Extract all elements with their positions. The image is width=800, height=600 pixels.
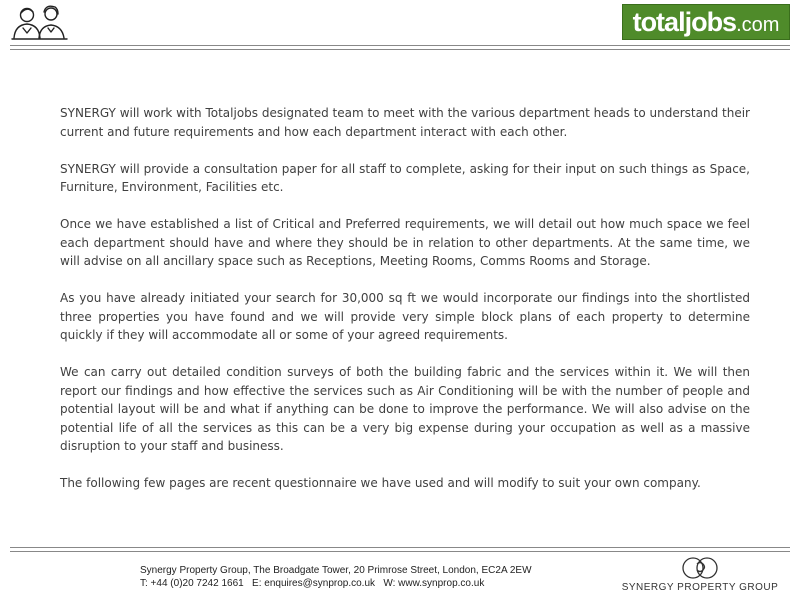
brand-suffix: .com	[736, 13, 780, 36]
header-divider	[10, 45, 790, 46]
synergy-logo	[610, 556, 790, 596]
paragraph: We can carry out detailed condition surveys of both the building fabric and the services within it. We will then report our findings and how effective the services such as Air Conditioning will be with the number of people and potential layout will be and what if anything can be done to improve the performance. We will also advise on the potential life of all the services as this can be a very big expense during your occupation as well as a massive disruption to your staff and business.	[60, 365, 750, 453]
body-text	[60, 104, 750, 511]
paragraph: Once we have established a list of Critical and Preferred requirements, we will detail out how much space we feel each department should have and where they should be in relation to other departments. At the same time, we will advise on all ancillary space such as Receptions, Meeting Rooms, Comms Rooms and Storage.	[60, 217, 750, 268]
two-people-icon	[10, 4, 70, 42]
paragraph: SYNERGY will provide a consultation paper for all staff to complete, asking for their input on such things as Space, Furniture, Environment, Facilities etc.	[60, 161, 750, 194]
footer-divider	[10, 547, 790, 548]
paragraph: SYNERGY will work with Totaljobs designated team to meet with the various department heads to understand their current and future requirements and how each department interact with each other.	[60, 106, 750, 139]
header-divider-secondary	[10, 49, 790, 50]
paragraph: The following few pages are recent questionnaire we have used and will modify to suit your own company.	[60, 476, 701, 490]
footer-contact: T: +44 (0)20 7242 1661 E: enquires@synprop.co.uk W: www.synprop.co.uk	[140, 577, 485, 589]
footer-divider-secondary	[10, 551, 790, 552]
paragraph: As you have already initiated your search for 30,000 sq ft we would incorporate our findings into the shortlisted three properties you have found and we will provide very simple block plans of each property to determine quickly if they will accommodate all or some of your agreed requirements.	[60, 291, 750, 342]
totaljobs-logo[interactable]	[622, 4, 790, 40]
footer-contact-block	[140, 565, 532, 590]
interlocking-rings-icon	[680, 556, 720, 580]
brand-name: totaljobs	[632, 6, 737, 37]
footer-address: Synergy Property Group, The Broadgate Tower, 20 Primrose Street, London, EC2A 2EW	[140, 565, 532, 576]
footer-logo-text: SYNERGY PROPERTY GROUP	[621, 582, 779, 593]
